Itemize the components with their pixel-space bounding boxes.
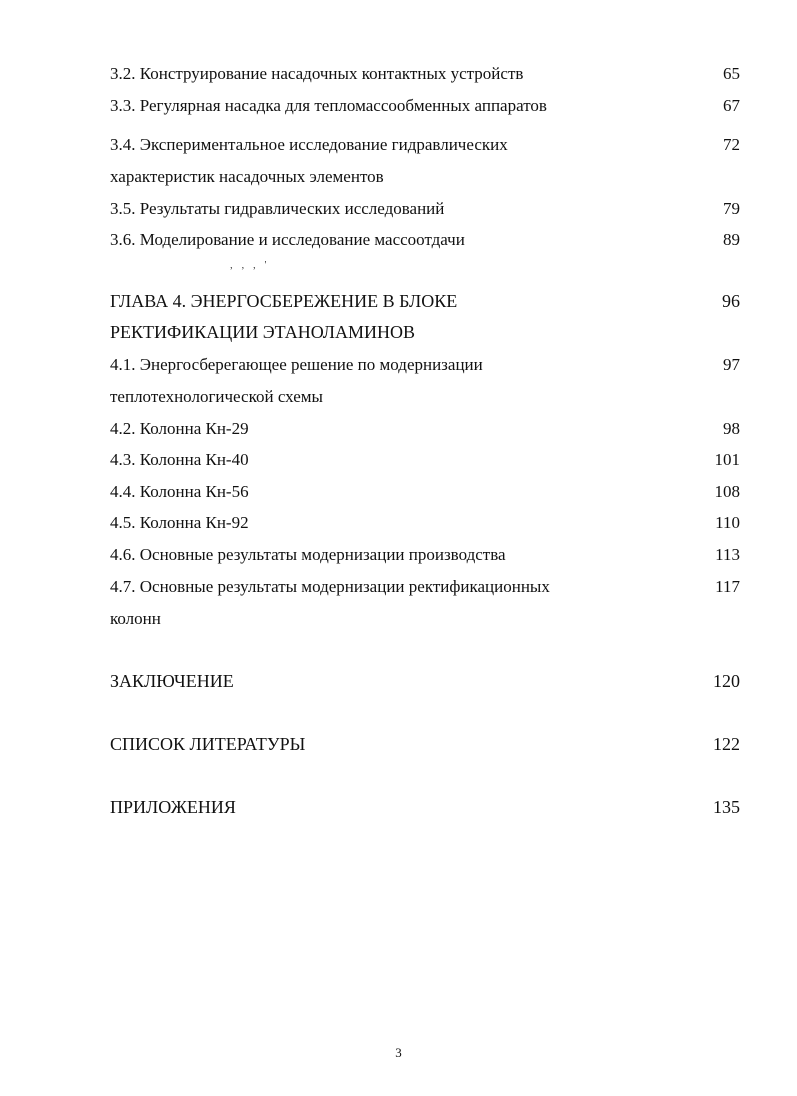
toc-page-3-2: 65 <box>723 64 740 83</box>
toc-page-4-2: 98 <box>723 419 740 438</box>
toc-conclusion: ЗАКЛЮЧЕНИЕ <box>110 671 234 691</box>
toc-page-3-5: 79 <box>723 199 740 218</box>
toc-references: СПИСОК ЛИТЕРАТУРЫ <box>110 734 306 754</box>
toc-entry-3-2: 3.2. Конструирование насадочных контактных устройств <box>110 64 524 83</box>
toc-page-3-4: 72 <box>723 135 740 154</box>
toc-page-4-7: 117 <box>715 577 740 596</box>
toc-entry-4-4: 4.4. Колонна Кн-56 <box>110 482 249 501</box>
toc-entry-3-3: 3.3. Регулярная насадка для тепломассообменных аппаратов <box>110 96 547 115</box>
toc-page-references: 122 <box>713 734 740 754</box>
toc-entry-4-6: 4.6. Основные результаты модернизации производства <box>110 545 506 564</box>
scan-artifact: , , , ' <box>230 259 270 271</box>
toc-entry-4-2: 4.2. Колонна Кн-29 <box>110 419 249 438</box>
toc-page-4-1: 97 <box>723 355 740 374</box>
toc-entry-4-1: 4.1. Энергосберегающее решение по модернизации <box>110 355 483 374</box>
toc-page-chapter-4: 96 <box>722 291 740 311</box>
toc-page-conclusion: 120 <box>713 671 740 691</box>
toc-chapter-4: ГЛАВА 4. ЭНЕРГОСБЕРЕЖЕНИЕ В БЛОКЕ <box>110 291 458 311</box>
toc-page-appendices: 135 <box>713 797 740 817</box>
toc-page-4-3: 101 <box>714 450 740 469</box>
toc-entry-3-6: 3.6. Моделирование и исследование массоотдачи <box>110 230 465 249</box>
toc-page-4-6: 113 <box>715 545 740 564</box>
page-number: 3 <box>395 1045 402 1060</box>
toc-page-3-6: 89 <box>723 230 740 249</box>
toc-page-3-3: 67 <box>723 96 740 115</box>
toc-page-4-5: 110 <box>715 513 740 532</box>
toc-entry-3-4-cont: характеристик насадочных элементов <box>110 167 384 186</box>
toc-entry-4-3: 4.3. Колонна Кн-40 <box>110 450 249 469</box>
toc-entry-4-5: 4.5. Колонна Кн-92 <box>110 513 249 532</box>
toc-chapter-4-cont: РЕКТИФИКАЦИИ ЭТАНОЛАМИНОВ <box>110 322 416 342</box>
toc-entry-3-5: 3.5. Результаты гидравлических исследований <box>110 199 445 218</box>
toc-entry-4-7-cont: колонн <box>110 609 161 628</box>
toc-entry-4-7: 4.7. Основные результаты модернизации ректификационных <box>110 577 550 596</box>
toc-entry-4-1-cont: теплотехнологической схемы <box>110 387 323 406</box>
toc-entry-3-4: 3.4. Экспериментальное исследование гидравлических <box>110 135 508 154</box>
toc-appendices: ПРИЛОЖЕНИЯ <box>110 797 236 817</box>
toc-page-4-4: 108 <box>714 482 740 501</box>
